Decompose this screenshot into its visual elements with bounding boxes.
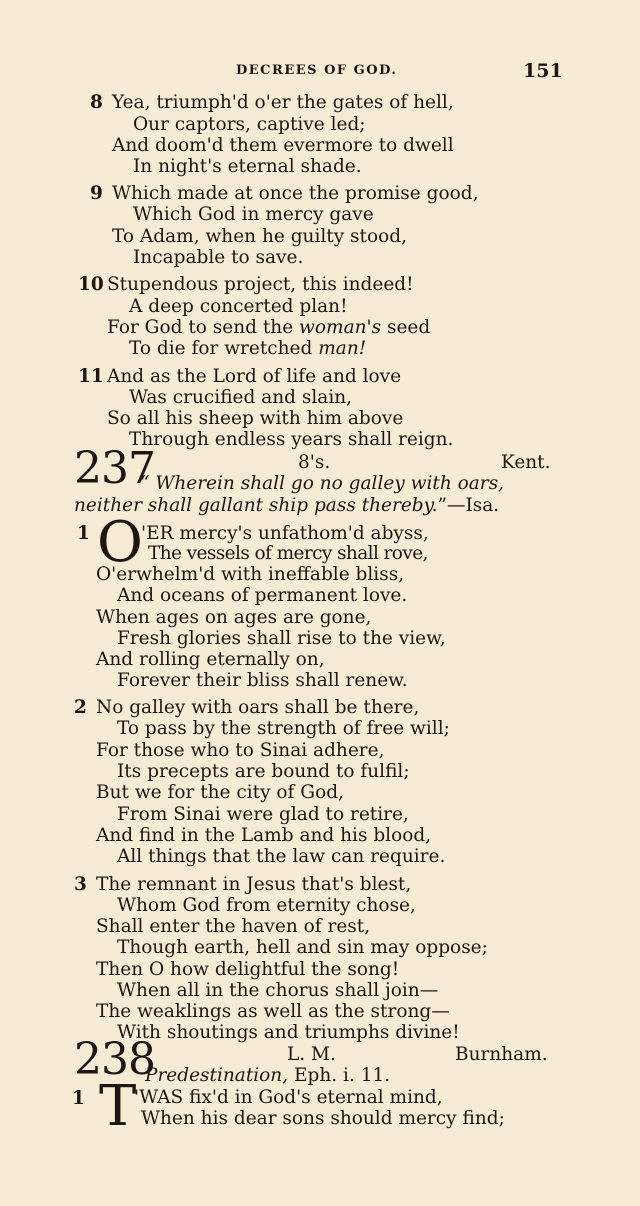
verse-line: So all his sheep with him above xyxy=(107,408,404,429)
hymn-number: 237 xyxy=(74,443,155,494)
verse-line: 'WAS fix'd in God's eternal mind, xyxy=(134,1087,443,1108)
verse-line: Was crucified and slain, xyxy=(129,387,353,408)
verse-line: Stupendous project, this indeed! xyxy=(107,274,414,295)
verse-line: A deep concerted plan! xyxy=(129,296,348,317)
verse-line: To Adam, when he guilty stood, xyxy=(112,226,407,247)
verse-text: For God to send the xyxy=(107,317,294,338)
running-title: DECREES OF GOD. xyxy=(236,63,398,78)
verse-line: And find in the Lamb and his blood, xyxy=(96,825,432,846)
verse-number: 3 xyxy=(74,874,87,895)
verse-text: To die for wretched xyxy=(129,338,313,359)
verse-line: Whom God from eternity chose, xyxy=(117,895,416,916)
verse-line: All things that the law can require. xyxy=(117,846,446,867)
italic-word: man! xyxy=(318,338,367,359)
verse-line: From Sinai were glad to retire, xyxy=(117,804,409,825)
hymn-epigraph: “ Wherein shall go no galley with oars, xyxy=(140,473,505,494)
hymn-meter: 8's. xyxy=(298,452,331,473)
verse-line: Yea, triumph'd o'er the gates of hell, xyxy=(112,92,454,113)
verse-line xyxy=(107,317,430,339)
page-header xyxy=(0,60,640,84)
verse-line: When ages on ages are gone, xyxy=(96,607,372,628)
verse-line: Fresh glories shall rise to the view, xyxy=(117,628,446,649)
drop-cap: T xyxy=(99,1074,137,1139)
verse-line: The remnant in Jesus that's blest, xyxy=(96,874,412,895)
epigraph-text: neither shall gallant ship pass thereby. xyxy=(74,495,438,516)
verse-line: Shall enter the haven of rest, xyxy=(96,916,371,937)
verse-line: And as the Lord of life and love xyxy=(107,366,402,387)
hymn-subject xyxy=(145,1065,390,1087)
verse-line: And rolling eternally on, xyxy=(96,649,325,670)
verse-number: 2 xyxy=(74,697,87,718)
verse-number: 11 xyxy=(78,366,104,387)
verse-line: Forever their bliss shall renew. xyxy=(117,670,408,691)
verse-number: 9 xyxy=(90,183,103,204)
verse-text: seed xyxy=(386,317,431,338)
verse-line: Then O how delightful the song! xyxy=(96,959,400,980)
hymn-meter: L. M. xyxy=(287,1044,336,1065)
subject-text: Predestination, xyxy=(145,1065,289,1086)
verse-line xyxy=(129,338,366,360)
verse-line: For those who to Sinai adhere, xyxy=(96,740,385,761)
verse-line: No galley with oars shall be there, xyxy=(96,697,420,718)
verse-number: 1 xyxy=(72,1088,85,1109)
verse-line: Our captors, captive led; xyxy=(133,114,366,135)
drop-cap: O xyxy=(97,510,143,575)
verse-number: 1 xyxy=(77,523,90,544)
verse-line: 'ER mercy's unfathom'd abyss, xyxy=(141,523,429,544)
verse-line: And doom'd them evermore to dwell xyxy=(112,135,454,156)
verse-line: Through endless years shall reign. xyxy=(129,429,454,450)
verse-line: To pass by the strength of free will; xyxy=(117,718,450,739)
hymn-tune: Kent. xyxy=(501,452,551,473)
verse-line: When his dear sons should mercy find; xyxy=(141,1108,505,1129)
verse-line: The weaklings as well as the strong— xyxy=(96,1001,450,1022)
verse-line: O'erwhelm'd with ineffable bliss, xyxy=(96,564,405,585)
verse-line: Though earth, hell and sin may oppose; xyxy=(117,937,488,958)
epigraph-source: ”—Isa. xyxy=(437,495,500,516)
verse-line: In night's eternal shade. xyxy=(133,156,362,177)
page-number: 151 xyxy=(523,60,563,82)
verse-line: Its precepts are bound to fulfil; xyxy=(117,761,410,782)
hymn-tune: Burnham. xyxy=(455,1044,548,1065)
verse-line: Incapable to save. xyxy=(133,247,304,268)
verse-line: With shoutings and triumphs divine! xyxy=(117,1022,460,1043)
italic-word: woman's xyxy=(299,317,382,338)
verse-line: When all in the chorus shall join— xyxy=(117,980,439,1001)
verse-line: The vessels of mercy shall rove, xyxy=(148,543,428,564)
scripture-reference: Eph. i. 11. xyxy=(294,1065,391,1086)
verse-line: Which made at once the promise good, xyxy=(112,183,479,204)
verse-line: But we for the city of God, xyxy=(96,782,344,803)
verse-number: 10 xyxy=(78,274,104,295)
verse-line: And oceans of permanent love. xyxy=(117,585,408,606)
verse-line: Which God in mercy gave xyxy=(133,204,374,225)
verse-number: 8 xyxy=(90,92,103,113)
hymn-number: 238 xyxy=(74,1034,155,1085)
